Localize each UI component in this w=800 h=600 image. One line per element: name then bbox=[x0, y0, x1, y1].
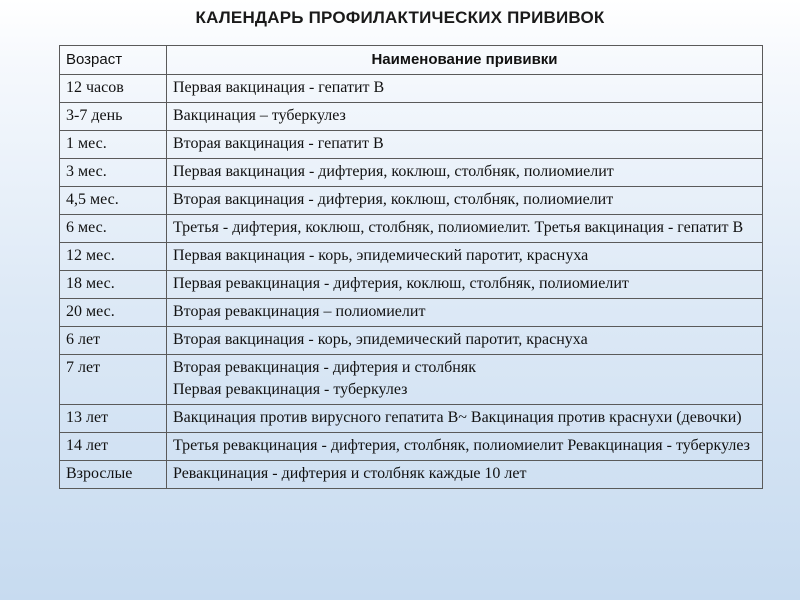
vaccine-cell bbox=[167, 327, 763, 355]
table-row bbox=[60, 187, 763, 215]
age-cell: 3 мес. bbox=[60, 159, 167, 187]
age-cell: 3-7 день bbox=[60, 103, 167, 131]
age-cell: 12 мес. bbox=[60, 243, 167, 271]
table-header-row bbox=[60, 46, 763, 75]
vaccine-cell bbox=[167, 159, 763, 187]
vaccine-cell bbox=[167, 405, 763, 433]
vaccine-text: Первая вакцинация - дифтерия, коклюш, столбняк, полиомиелит bbox=[173, 163, 614, 180]
vaccine-text: Ревакцинация - дифтерия и столбняк каждые 10 лет bbox=[173, 465, 527, 482]
vaccine-text: Вакцинация против вирусного гепатита В~ Вакцинация против краснухи (девочки) bbox=[173, 409, 742, 426]
vaccine-cell bbox=[167, 103, 763, 131]
age-cell: 13 лет bbox=[60, 405, 167, 433]
age-cell: 7 лет bbox=[60, 355, 167, 405]
vaccine-text: Вторая ревакцинация – полиомиелит bbox=[173, 303, 426, 320]
table-row bbox=[60, 433, 763, 461]
vaccine-text: Вторая вакцинация - корь, эпидемический паротит, краснуха bbox=[173, 331, 588, 348]
vaccine-cell bbox=[167, 299, 763, 327]
vaccination-schedule-table bbox=[59, 45, 763, 489]
vaccine-cell bbox=[167, 461, 763, 489]
table-row bbox=[60, 355, 763, 405]
age-cell: 12 часов bbox=[60, 75, 167, 103]
vaccine-cell bbox=[167, 355, 763, 405]
table-row bbox=[60, 131, 763, 159]
vaccine-cell bbox=[167, 433, 763, 461]
table-row bbox=[60, 103, 763, 131]
table-row bbox=[60, 461, 763, 489]
table-row bbox=[60, 299, 763, 327]
table-row bbox=[60, 271, 763, 299]
vaccine-cell bbox=[167, 187, 763, 215]
vaccine-cell bbox=[167, 75, 763, 103]
table-body bbox=[60, 75, 763, 489]
vaccine-text: Третья ревакцинация - дифтерия, столбняк, полиомиелит Ревакцинация - туберкулез bbox=[173, 437, 750, 454]
vaccine-text: Вакцинация – туберкулез bbox=[173, 107, 346, 124]
age-cell: 6 мес. bbox=[60, 215, 167, 243]
vaccine-cell bbox=[167, 131, 763, 159]
table-row bbox=[60, 159, 763, 187]
vaccine-text: Третья - дифтерия, коклюш, столбняк, полиомиелит. Третья вакцинация - гепатит В bbox=[173, 219, 744, 236]
age-cell: 14 лет bbox=[60, 433, 167, 461]
age-cell: 20 мес. bbox=[60, 299, 167, 327]
table-row bbox=[60, 405, 763, 433]
page-title: КАЛЕНДАРЬ ПРОФИЛАКТИЧЕСКИХ ПРИВИВОК bbox=[195, 8, 605, 27]
age-cell: Взрослые bbox=[60, 461, 167, 489]
table-row bbox=[60, 215, 763, 243]
vaccine-cell bbox=[167, 271, 763, 299]
age-cell: 6 лет bbox=[60, 327, 167, 355]
age-cell: 1 мес. bbox=[60, 131, 167, 159]
table-row bbox=[60, 243, 763, 271]
vaccine-cell bbox=[167, 215, 763, 243]
vaccine-text: Вторая вакцинация - дифтерия, коклюш, столбняк, полиомиелит bbox=[173, 191, 614, 208]
vaccine-text: Первая ревакцинация - туберкулез bbox=[173, 381, 408, 398]
table-row bbox=[60, 327, 763, 355]
vaccine-text: Первая ревакцинация - дифтерия, коклюш, столбняк, полиомиелит bbox=[173, 275, 629, 292]
table-row bbox=[60, 75, 763, 103]
vaccine-text: Первая вакцинация - корь, эпидемический паротит, краснуха bbox=[173, 247, 589, 264]
vaccine-text: Первая вакцинация - гепатит В bbox=[173, 79, 385, 96]
column-header-vaccine-name: Наименование прививки bbox=[167, 46, 763, 75]
age-cell: 4,5 мес. bbox=[60, 187, 167, 215]
age-cell: 18 мес. bbox=[60, 271, 167, 299]
vaccine-cell bbox=[167, 243, 763, 271]
vaccine-text: Вторая ревакцинация - дифтерия и столбняк bbox=[173, 359, 476, 376]
vaccine-text: Вторая вакцинация - гепатит В bbox=[173, 135, 384, 152]
column-header-age: Возраст bbox=[60, 46, 167, 75]
